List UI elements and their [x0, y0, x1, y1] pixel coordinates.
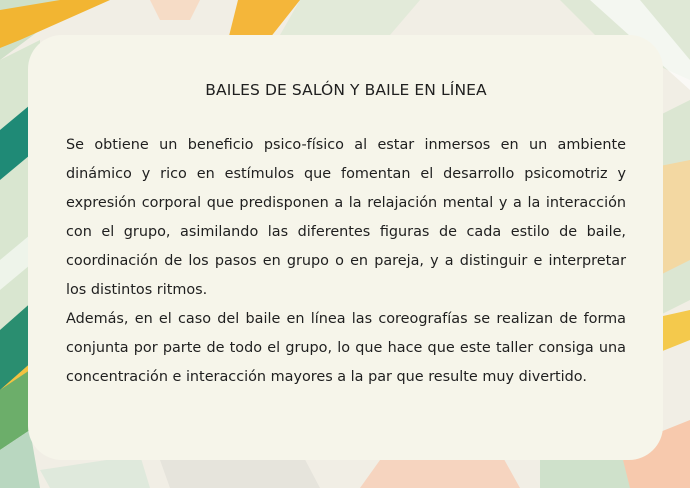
page-title: BAILES DE SALÓN Y BAILE EN LÍNEA [205, 81, 487, 99]
paragraph-2: Además, en el caso del baile en línea las coreografías se realizan de forma conjunta por parte de todo el grupo, lo que hace que este taller consiga una concentración e interacción mayores a la par que resulte muy divertido. [66, 311, 626, 385]
content-card [28, 35, 663, 460]
paragraph-1: Se obtiene un beneficio psico-físico al estar inmersos en un ambiente dinámico y rico en estímulos que fomentan el desarrollo psicomotriz y expresión corporal que predisponen a la relajación mental y a la interacción con el grupo, asimilando las diferentes figuras de cada estilo de baile, coordinación de los pasos en grupo o en pareja, y a distinguir e interpretar los distintos ritmos. [66, 137, 626, 298]
body-text [66, 131, 626, 392]
